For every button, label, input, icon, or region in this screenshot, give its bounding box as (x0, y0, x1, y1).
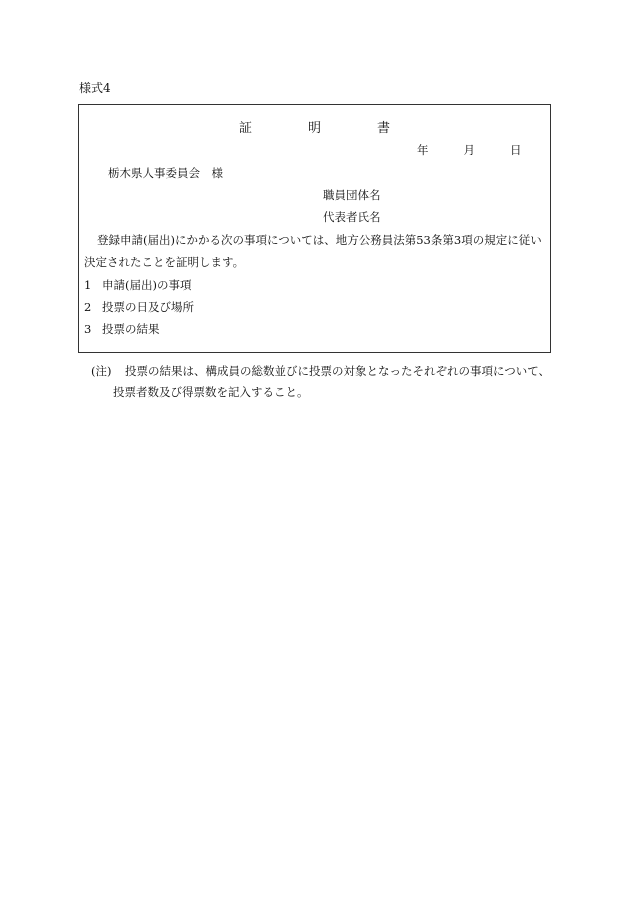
addressee: 栃木県人事委員会 様 (108, 166, 223, 180)
note-line-1 (91, 366, 550, 378)
date-day-label: 日 (510, 143, 522, 157)
certificate-frame (78, 104, 551, 353)
title-char-2: 明 (308, 121, 322, 136)
list-item (84, 280, 191, 292)
certificate-body-line-2: 決定されたことを証明します。 (84, 255, 245, 269)
organization-name-label: 職員団体名 (323, 188, 381, 202)
title-char-3: 書 (377, 121, 391, 136)
certificate-title (239, 122, 390, 135)
item-text: 投票の日及び場所 (102, 300, 194, 314)
date-year-label: 年 (417, 143, 429, 157)
date-month-label: 月 (463, 143, 475, 157)
list-item (84, 302, 194, 314)
note-text-1: 投票の結果は、構成員の総数並びに投票の対象となったそれぞれの事項について、 (125, 364, 551, 378)
representative-name-label: 代表者氏名 (323, 210, 381, 224)
item-text: 投票の結果 (102, 322, 160, 336)
note-label: (注) (91, 364, 112, 378)
date-line (417, 145, 522, 157)
item-number: 2 (84, 300, 92, 314)
title-char-1: 証 (239, 121, 253, 136)
note-line-2: 投票者数及び得票数を記入すること。 (113, 385, 309, 399)
form-number: 様式4 (79, 81, 111, 95)
list-item (84, 324, 160, 336)
certificate-body-line-1: 登録申請(届出)にかかる次の事項については、地方公務員法第53条第3項の規定に従い (97, 233, 542, 247)
item-text: 申請(届出)の事項 (102, 278, 192, 292)
item-number: 3 (84, 322, 92, 336)
item-number: 1 (84, 278, 92, 292)
